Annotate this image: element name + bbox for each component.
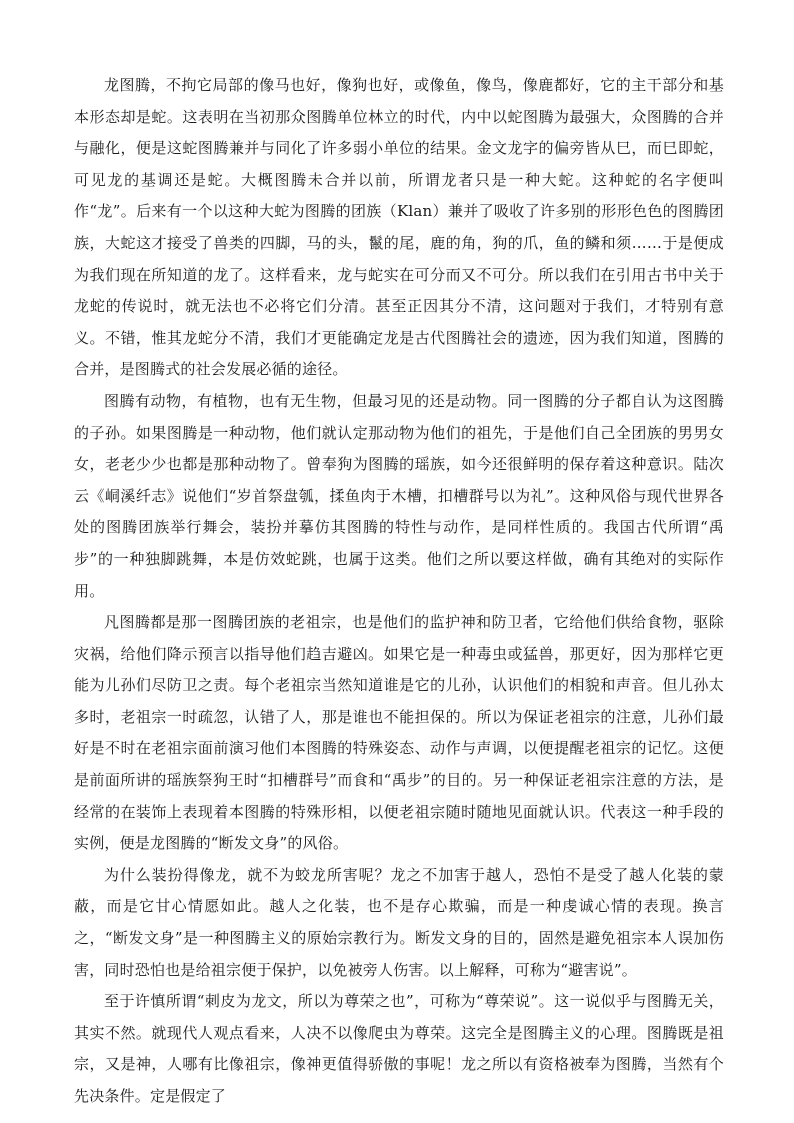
paragraph-5: 至于许慎所谓“刺皮为龙文，所以为尊荣之也”，可称为“尊荣说”。这一说似乎与图腾无关，其实不然。就现代人观点看来，人决不以像爬虫为尊荣。这完全是图腾主义的心理。图腾既是祖宗，又是神，人哪有比像祖宗，像神更值得骄傲的事呢！龙之所以有资格被奉为图腾，当然有个先决条件。定是假定了	[74, 992, 724, 1105]
paragraph-1: 龙图腾，不拘它局部的像马也好，像狗也好，或像鱼，像鸟，像鹿都好，它的主干部分和基本形态却是蛇。这表明在当初那众图腾单位林立的时代，内中以蛇图腾为最强大，众图腾的合并与融化，便是这蛇图腾兼并与同化了许多弱小单位的结果。金文龙字的偏旁皆从巳，而巳即蛇，可见龙的基调还是蛇。大概图腾未合并以前，所谓龙者只是一种大蛇。这种蛇的名字便叫作“龙”。后来有一个以这种大蛇为图腾的团族（Klan）兼并了吸收了许多别的形形色色的图腾团族，大蛇这才接受了兽类的四脚，马的头，鬣的尾，鹿的角，狗的爪，鱼的鳞和须……于是便成为我们现在所知道的龙了。这样看来，龙与蛇实在可分而又不可分。所以我们在引用古书中关于龙蛇的传说时，就无法也不必将它们分清。甚至正因其分不清，这问题对于我们，才特别有意义。不错，惟其龙蛇分不清，我们才更能确定龙是古代图腾社会的遗迹，因为我们知道，图腾的合并，是图腾式的社会发展必循的途径。	[74, 76, 724, 379]
paragraph-4: 为什么装扮得像龙，就不为蛟龙所害呢？龙之不加害于越人，恐怕不是受了越人化装的蒙蔽，而是它甘心情愿如此。越人之化装，也不是存心欺骗，而是一种虔诚心情的表现。换言之，“断发文身”是一种图腾主义的原始宗教行为。断发文身的目的，固然是避免祖宗本人误加伤害，同时恐怕也是给祖宗便于保护，以免被旁人伤害。以上解释，可称为“避害说”。	[74, 865, 724, 979]
paragraph-2: 图腾有动物，有植物，也有无生物，但最习见的还是动物。同一图腾的分子都自认为这图腾的子孙。如果图腾是一种动物，他们就认定那动物为他们的祖先，于是他们自己全团族的男男女女，老老少少也都是那种动物了。曾奉狗为图腾的瑶族，如今还很鲜明的保存着这种意识。陆次云《峒溪纤志》说他们“岁首祭盘瓠，揉鱼肉于木槽，扣槽群号以为礼”。这种风俗与现代世界各处的图腾团族举行舞会，装扮并摹仿其图腾的特性与动作，是同样性质的。我国古代所谓“禹步”的一种独脚跳舞，本是仿效蛇跳，也属于这类。他们之所以要这样做，确有其绝对的实际作用。	[74, 391, 724, 600]
article-body	[74, 70, 724, 1113]
paragraph-3: 凡图腾都是那一图腾团族的老祖宗，也是他们的监护神和防卫者，它给他们供给食物，驱除灾祸，给他们降示预言以指导他们趋吉避凶。如果它是一种毒虫或猛兽，那更好，因为那样它更能为儿孙们尽防卫之责。每个老祖宗当然知道谁是它的儿孙，认识他们的相貌和声音。但儿孙太多时，老祖宗一时疏忽，认错了人，那是谁也不能担保的。所以为保证老祖宗的注意，儿孙们最好是不时在老祖宗面前演习他们本图腾的特殊姿态、动作与声调，以便提醒老祖宗的记忆。这便是前面所讲的瑶族祭狗王时“扣槽群号”而食和“禹步”的目的。另一种保证老祖宗注意的方法，是经常的在装饰上表现着本图腾的特殊形相，以便老祖宗随时随地见面就认识。代表这一种手段的实例，便是龙图腾的“断发文身”的风俗。	[74, 613, 724, 853]
